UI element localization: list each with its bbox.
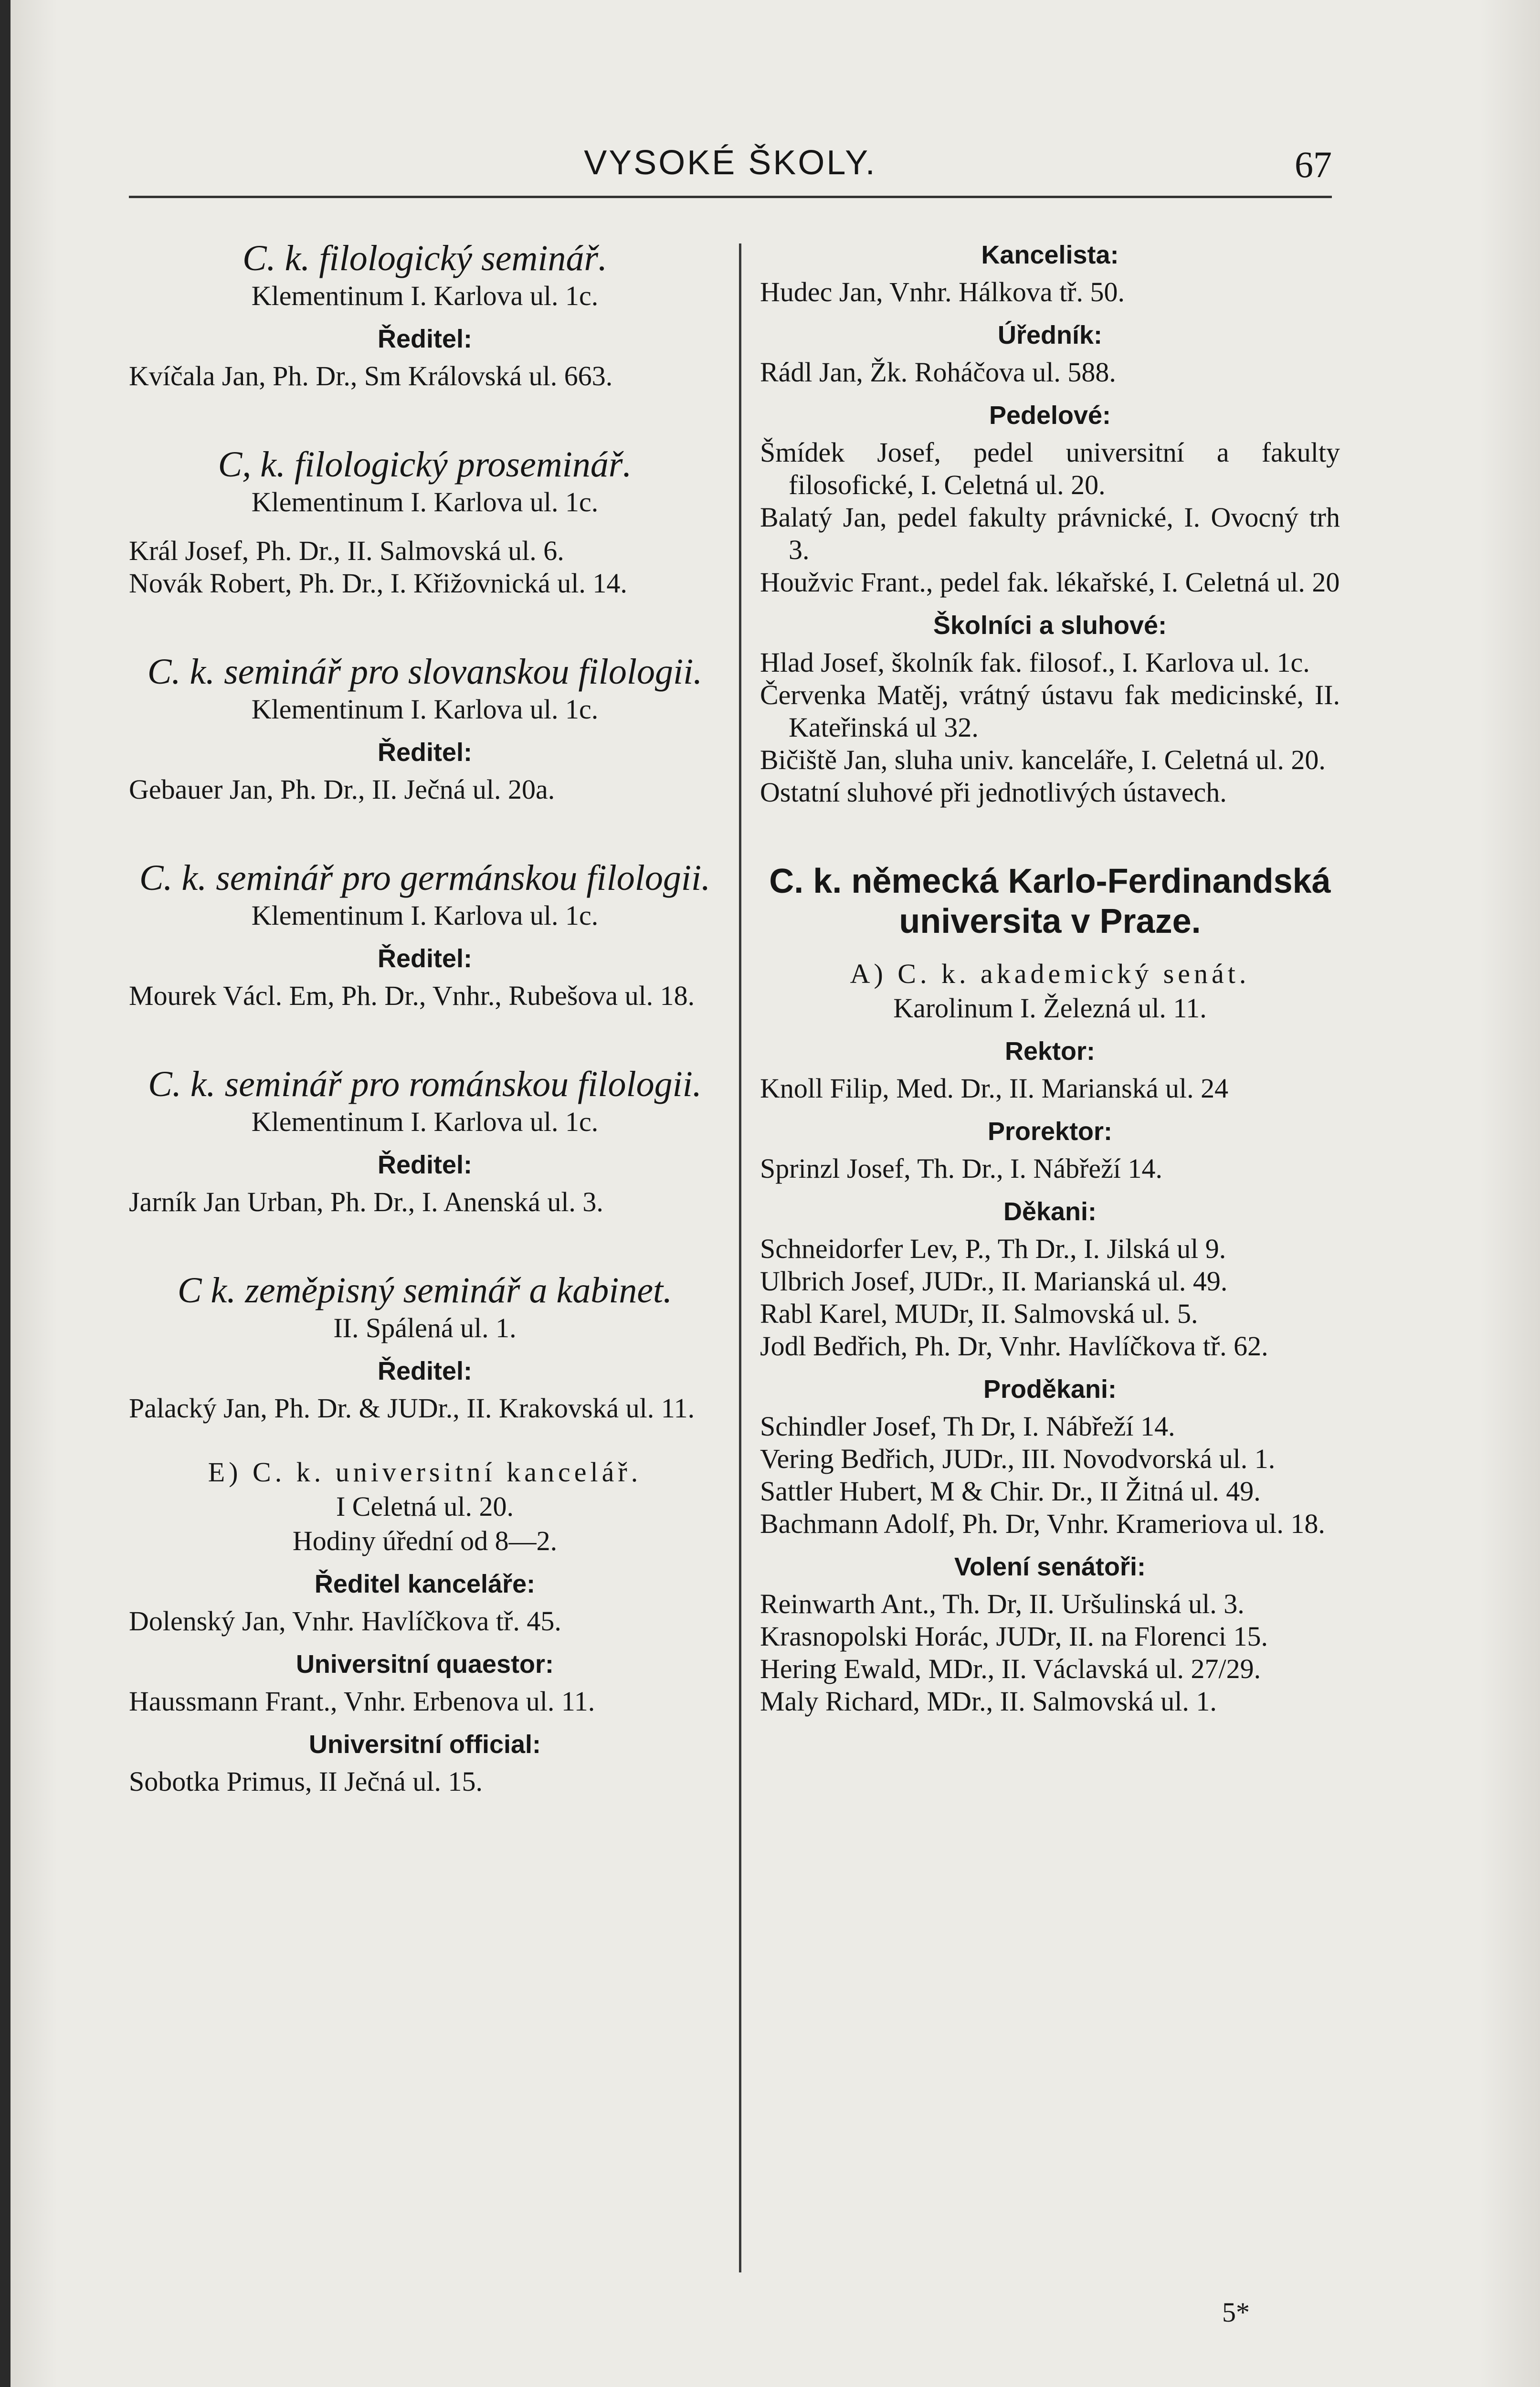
list-item: Červenka Matěj, vrátný ústavu fak medicinské, II. Kateřinská ul 32. [760,679,1340,743]
list-item: Sattler Hubert, M & Chir. Dr., II Žitná ul. 49. [760,1476,1261,1507]
list-item: Bachmann Adolf, Ph. Dr, Vnhr. Krameriova ul. 18. [760,1508,1325,1539]
page-header [129,143,1332,198]
section-address: Karolinum I. Železná ul. 11. [893,993,1207,1024]
column-divider [739,243,741,2272]
section-address: I Celetná ul. 20. [336,1491,514,1522]
list-item: Reinwarth Ant., Th. Dr, II. Uršulinská ul. 3. [760,1588,1245,1619]
role-heading: Universitní official: [308,1730,541,1759]
list-item: Novák Robert, Ph. Dr., I. Křižovnická ul. 14. [129,568,627,599]
role-heading: Prorektor: [987,1117,1113,1146]
list-item: Haussmann Frant., Vnhr. Erbenova ul. 11. [129,1686,595,1717]
list-item: Sobotka Primus, II Ječná ul. 15. [129,1766,483,1797]
section-title: C. k. seminář pro germánskou filologii. [139,858,711,898]
section-address: Klementinum I. Karlova ul. 1c. [251,1106,599,1137]
list-item: Bičiště Jan, sluha univ. kanceláře, I. Celetná ul. 20. [760,744,1326,775]
list-item: Rádl Jan, Žk. Roháčova ul. 588. [760,357,1116,388]
right-column [760,239,1340,1718]
list-item: Dolenský Jan, Vnhr. Havlíčkova tř. 45. [129,1605,561,1637]
role-heading: Ředitel: [377,738,473,767]
running-head: VYSOKÉ ŠKOLY. [584,144,877,182]
section-address: Klementinum I. Karlova ul. 1c. [251,486,599,518]
list-item: Houžvic Frant., pedel fak. lékařské, I. Celetná ul. 20 [760,567,1340,598]
role-heading: Ředitel: [377,944,473,973]
section-address: Klementinum I. Karlova ul. 1c. [251,694,599,725]
list-item: Ostatní sluhové při jednotlivých ústavech. [760,777,1227,808]
signature-mark: 5* [1222,2297,1250,2328]
section-title: C. k. filologický seminář. [242,238,608,278]
list-item: Gebauer Jan, Ph. Dr., II. Ječná ul. 20a. [129,774,555,805]
senate-heading: A) C. k. akademický senát. [850,958,1250,989]
list-item: Šmídek Josef, pedel universitní a fakulty filosofické, I. Celetná ul. 20. [760,437,1340,500]
list-item: Rabl Karel, MUDr, II. Salmovská ul. 5. [760,1298,1198,1329]
role-heading: Kancelista: [981,241,1119,269]
university-title: C. k. německá Karlo-Ferdinandská universita v Praze. [769,862,1331,940]
list-item: Schneidorfer Lev, P., Th Dr., I. Jilská ul 9. [760,1233,1226,1264]
page-number: 67 [1295,144,1332,185]
role-heading: Ředitel kanceláře: [314,1570,536,1598]
section-title: C. k. seminář pro slovanskou filologii. [147,652,703,692]
role-heading: Děkani: [1003,1197,1097,1226]
section-title: E) C. k. universitní kancelář. [208,1457,642,1488]
role-heading: Ředitel: [377,1151,473,1179]
list-item: Knoll Filip, Med. Dr., II. Marianská ul. 24 [760,1073,1229,1104]
role-heading: Úředník: [997,321,1103,349]
section-address: Klementinum I. Karlova ul. 1c. [251,900,599,931]
left-column [129,239,721,1798]
section-title: C. k. seminář pro románskou filologii. [148,1064,702,1104]
role-heading: Proděkani: [983,1375,1117,1404]
list-item: Kvíčala Jan, Ph. Dr., Sm Královská ul. 663. [129,360,613,391]
list-item: Jarník Jan Urban, Ph. Dr., I. Anenská ul. 3. [129,1186,603,1217]
list-item: Palacký Jan, Ph. Dr. & JUDr., II. Krakovská ul. 11. [129,1393,695,1424]
list-item: Krasnopolski Horác, JUDr, II. na Florenci 15. [760,1621,1268,1652]
list-item: Maly Richard, MDr., II. Salmovská ul. 1. [760,1686,1217,1717]
list-item: Hlad Josef, školník fak. filosof., I. Karlova ul. 1c. [760,647,1310,678]
role-heading: Pedelové: [989,401,1111,430]
role-heading: Rektor: [1004,1037,1096,1066]
section-address: Klementinum I. Karlova ul. 1c. [251,280,599,311]
section-title: C k. zeměpisný seminář a kabinet. [177,1270,673,1310]
office-hours: Hodiny úřední od 8—2. [292,1525,558,1556]
list-item: Balatý Jan, pedel fakulty právnické, I. Ovocný trh 3. [760,502,1340,565]
scan-edge [0,0,11,2387]
role-heading: Universitní quaestor: [295,1650,554,1679]
list-item: Vering Bedřich, JUDr., III. Novodvorská ul. 1. [760,1443,1276,1474]
role-heading: Ředitel: [377,1357,473,1385]
role-heading: Ředitel: [377,325,473,353]
section-title: C, k. filologický proseminář. [218,444,632,485]
list-item: Schindler Josef, Th Dr, I. Nábřeží 14. [760,1411,1175,1442]
list-item: Hering Ewald, MDr., II. Václavská ul. 27/29. [760,1653,1261,1684]
list-item: Král Josef, Ph. Dr., II. Salmovská ul. 6. [129,535,564,566]
role-heading: Školníci a sluhové: [933,611,1167,640]
list-item: Hudec Jan, Vnhr. Hálkova tř. 50. [760,276,1125,307]
list-item: Jodl Bedřich, Ph. Dr, Vnhr. Havlíčkova tř. 62. [760,1331,1268,1362]
list-item: Sprinzl Josef, Th. Dr., I. Nábřeží 14. [760,1153,1162,1184]
list-item: Ulbrich Josef, JUDr., II. Marianská ul. 49. [760,1266,1228,1297]
role-heading: Volení senátoři: [954,1553,1146,1581]
list-item: Mourek Václ. Em, Ph. Dr., Vnhr., Rubešova ul. 18. [129,980,695,1011]
section-address: II. Spálená ul. 1. [333,1312,517,1343]
